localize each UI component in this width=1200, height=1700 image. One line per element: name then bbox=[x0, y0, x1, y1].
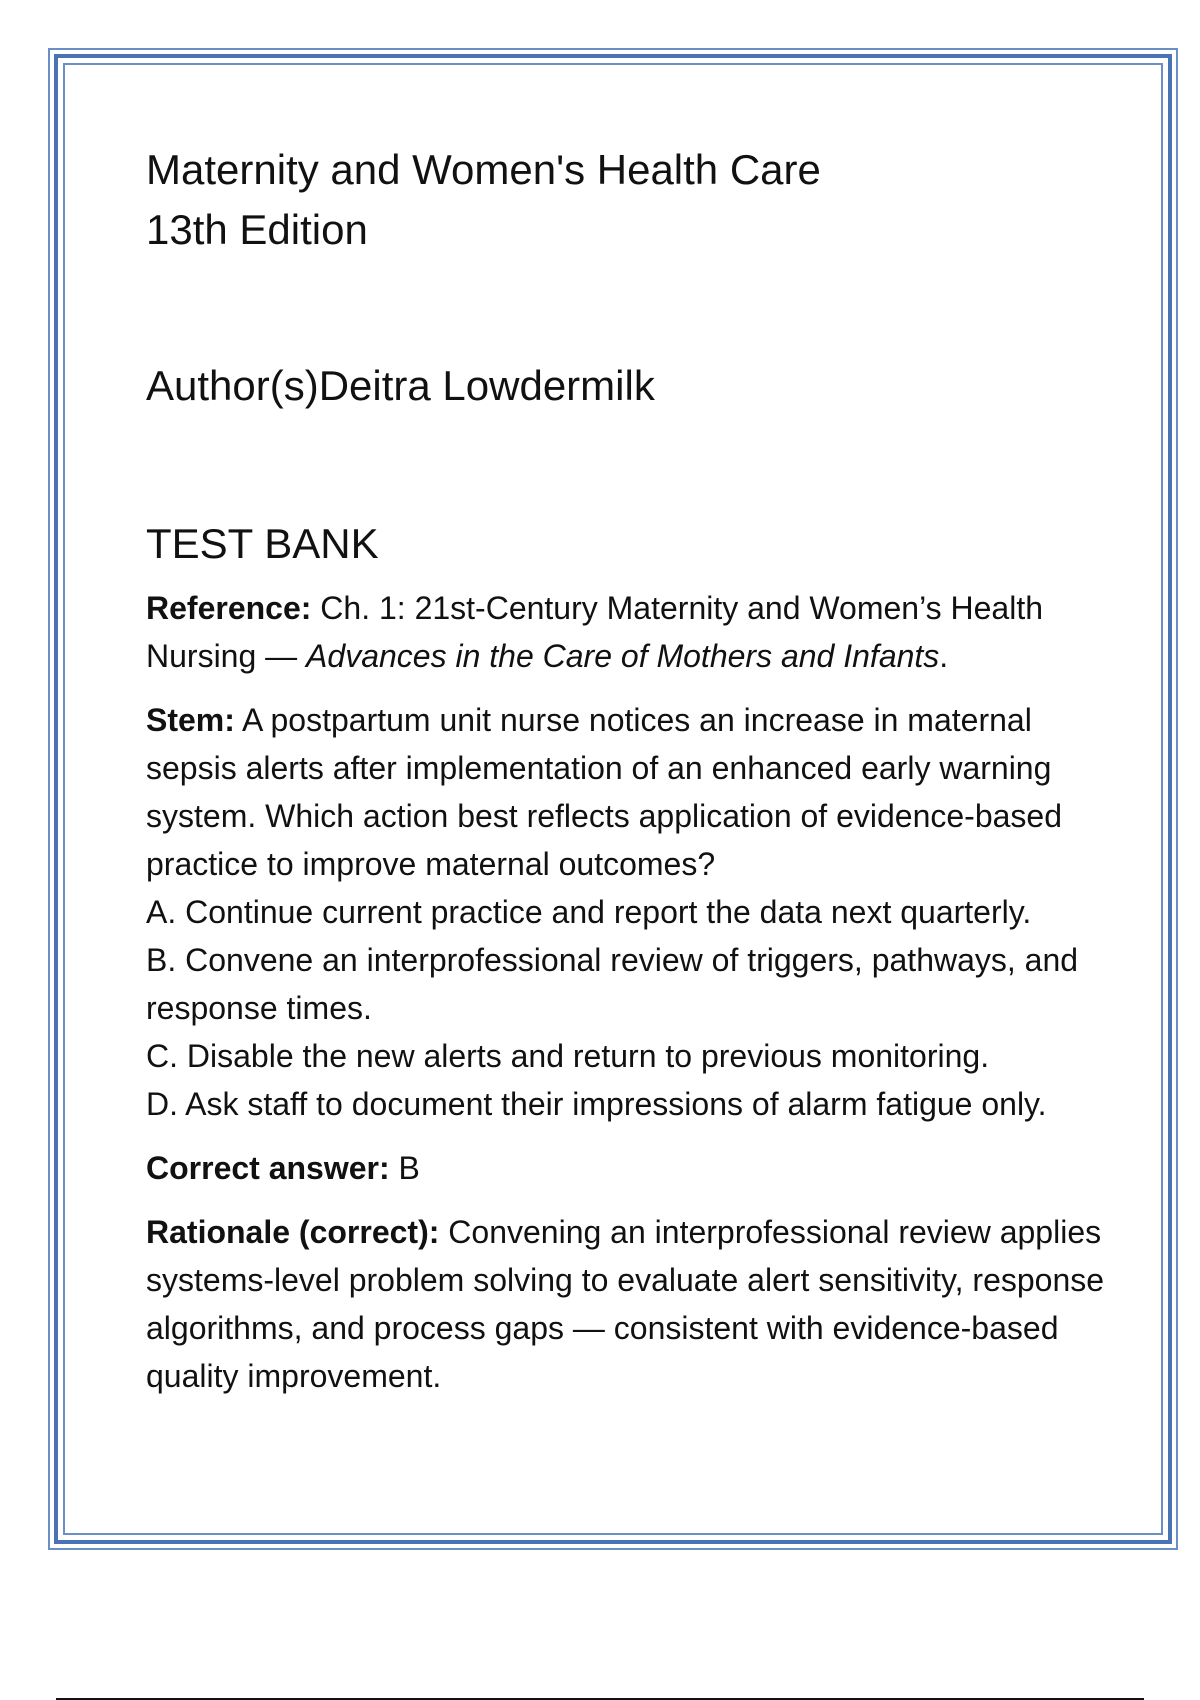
rationale-text: Convening an interprofessional review applies systems-level problem solving to evaluate alert sensitivity, response algorithms, and process gaps — consistent with evidence-based quality improvement. bbox=[146, 1214, 1105, 1394]
reference-end: . bbox=[939, 638, 949, 674]
rationale-paragraph bbox=[146, 1208, 1106, 1400]
reference-paragraph bbox=[146, 584, 1106, 680]
stem-text: A postpartum unit nurse notices an increase in maternal sepsis alerts after implementation of an enhanced early warning system. Which action best reflects application of evidence-based practice to improve maternal outcomes? bbox=[146, 702, 1063, 882]
correct-answer-value: B bbox=[389, 1150, 420, 1186]
correct-answer-label: Correct answer: bbox=[146, 1150, 390, 1186]
reference-label: Reference: bbox=[146, 590, 312, 626]
stem-label: Stem: bbox=[146, 702, 235, 738]
question-block bbox=[146, 696, 1106, 1128]
book-authors: Author(s)Deitra Lowdermilk bbox=[146, 362, 655, 409]
option-a: A. Continue current practice and report the data next quarterly. bbox=[146, 894, 1032, 930]
stem-paragraph bbox=[146, 696, 1106, 888]
section-heading: TEST BANK bbox=[146, 520, 379, 567]
option-b: B. Convene an interprofessional review of triggers, pathways, and response times. bbox=[146, 942, 1079, 1026]
reference-italic-title: Advances in the Care of Mothers and Infants bbox=[306, 638, 940, 674]
document-content bbox=[146, 140, 1106, 1416]
rationale-label: Rationale (correct): bbox=[146, 1214, 440, 1250]
book-edition: 13th Edition bbox=[146, 206, 368, 253]
option-c: C. Disable the new alerts and return to previous monitoring. bbox=[146, 1038, 990, 1074]
correct-answer-paragraph bbox=[146, 1144, 1106, 1192]
reference-text: Ch. 1: 21st-Century Maternity and Women’s Health Nursing — bbox=[146, 590, 1043, 674]
option-d: D. Ask staff to document their impressions of alarm fatigue only. bbox=[146, 1086, 1047, 1122]
book-title: Maternity and Women's Health Care bbox=[146, 146, 821, 193]
